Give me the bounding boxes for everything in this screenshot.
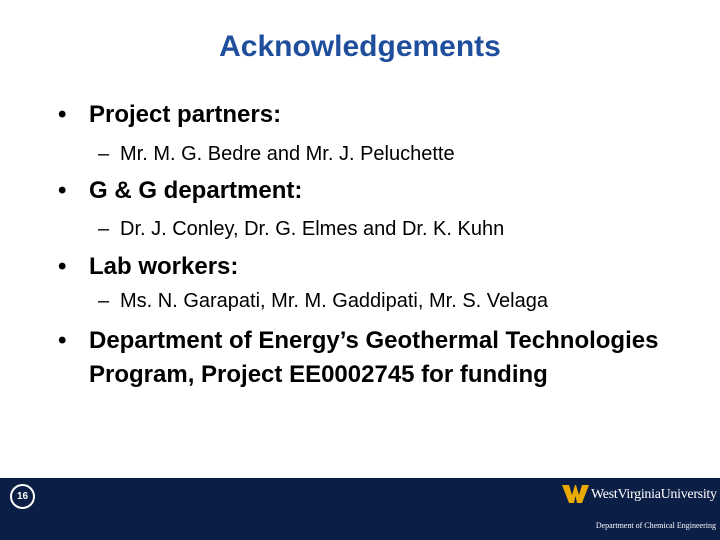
- bullet-item: [58, 98, 678, 132]
- wv-logo-icon: [562, 484, 589, 504]
- bullet-item: [58, 324, 668, 392]
- page-number: 16: [10, 484, 35, 509]
- bullet-icon: •: [58, 253, 67, 280]
- sub-bullet-label: Ms. N. Garapati, Mr. M. Gaddipati, Mr. S. Velaga: [120, 290, 548, 312]
- bullet-label: Department of Energy’s Geothermal Technologies Program, Project EE0002745 for funding: [89, 327, 659, 388]
- department-label: Department of Chemical Engineering: [595, 521, 716, 530]
- bullet-item: [58, 250, 678, 284]
- bullet-label: G & G department:: [89, 177, 303, 204]
- dash-icon: –: [98, 143, 110, 165]
- bullet-icon: •: [58, 101, 67, 128]
- bullet-label: Project partners:: [89, 101, 282, 128]
- sub-bullet-item: [98, 288, 678, 314]
- logo-text: WestVirginiaUniversity: [591, 487, 717, 502]
- dash-icon: –: [98, 290, 110, 312]
- bullet-icon: •: [58, 177, 67, 204]
- dash-icon: –: [98, 218, 110, 240]
- sub-bullet-item: [98, 216, 678, 242]
- sub-bullet-label: Dr. J. Conley, Dr. G. Elmes and Dr. K. Kuhn: [120, 218, 505, 240]
- sub-bullet-item: [98, 141, 678, 167]
- sub-bullet-label: Mr. M. G. Bedre and Mr. J. Peluchette: [120, 143, 455, 165]
- bullet-label: Lab workers:: [89, 253, 239, 280]
- footer-bar: [0, 478, 720, 540]
- slide-title: Acknowledgements: [219, 30, 501, 63]
- bullet-icon: •: [58, 327, 67, 354]
- bullet-item: [58, 174, 678, 208]
